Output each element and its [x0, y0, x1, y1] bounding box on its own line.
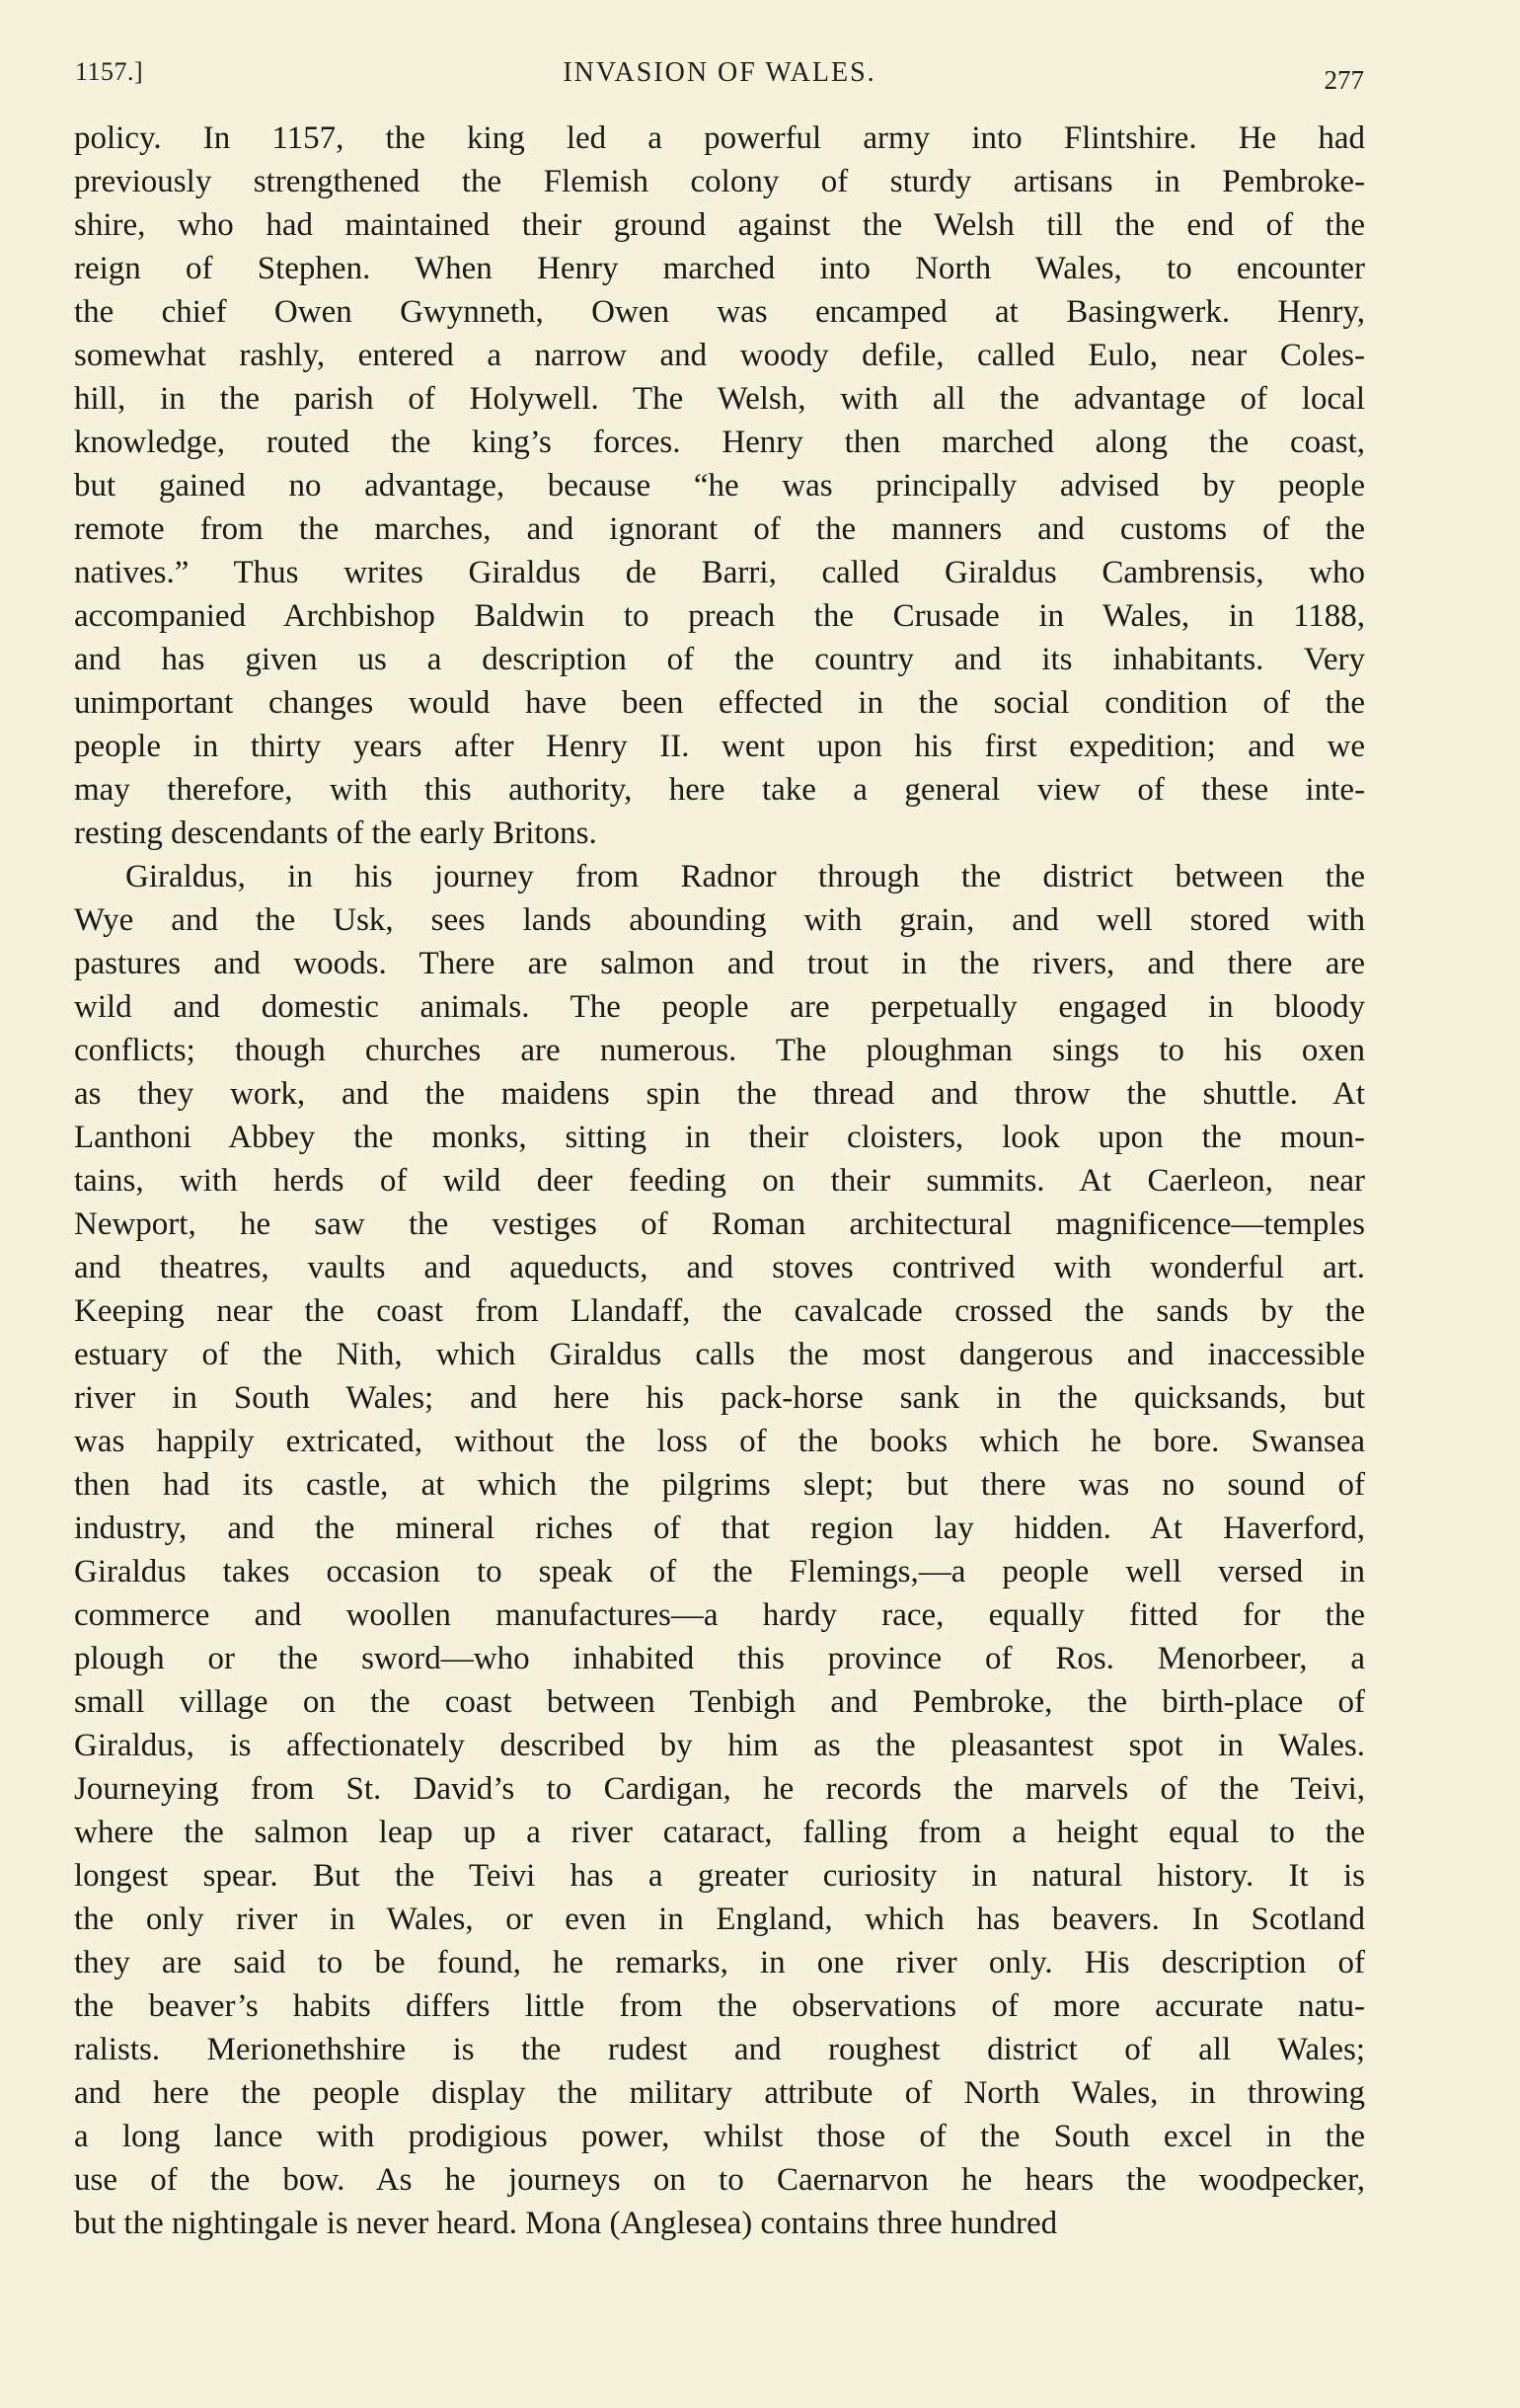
text-line: wild and domestic animals. The people are perpetually engaged in bloody — [74, 989, 1365, 1025]
text-line: ralists. Merionethshire is the rudest and roughest district of all Wales; — [74, 2032, 1365, 2067]
text-line: the chief Owen Gwynneth, Owen was encamped at Basingwerk. Henry, — [74, 294, 1365, 330]
paragraph — [74, 117, 1365, 855]
text-line: and here the people display the military attribute of North Wales, in throwing — [74, 2075, 1365, 2111]
text-line: natives.” Thus writes Giraldus de Barri, called Giraldus Cambrensis, who — [74, 555, 1365, 590]
text-line: conflicts; though churches are numerous. The ploughman sings to his oxen — [74, 1033, 1365, 1068]
text-line: commerce and woollen manufactures—a hardy race, equally fitted for the — [74, 1597, 1365, 1633]
text-line: was happily extricated, without the loss of the books which he bore. Swansea — [74, 1424, 1365, 1459]
text-line: Wye and the Usk, sees lands abounding with grain, and well stored with — [74, 902, 1365, 938]
text-line: unimportant changes would have been effected in the social condition of the — [74, 685, 1365, 721]
body-text — [74, 117, 1365, 2289]
text-line: Giraldus, in his journey from Radnor through the district between the — [125, 859, 1365, 894]
text-line: and theatres, vaults and aqueducts, and stoves contrived with wonderful art. — [74, 1250, 1365, 1285]
text-line: where the salmon leap up a river cataract, falling from a height equal to the — [74, 1815, 1365, 1850]
text-line: Giraldus, is affectionately described by him as the pleasantest spot in Wales. — [74, 1728, 1365, 1763]
text-line: people in thirty years after Henry II. went upon his first expedition; and we — [74, 729, 1365, 764]
text-line: but the nightingale is never heard. Mona (Anglesea) contains three hundred — [74, 2206, 1058, 2241]
text-line: Lanthoni Abbey the monks, sitting in their cloisters, look upon the moun- — [74, 1120, 1365, 1155]
text-line: policy. In 1157, the king led a powerful army into Flintshire. He had — [74, 120, 1365, 156]
text-line: industry, and the mineral riches of that region lay hidden. At Haverford, — [74, 1511, 1365, 1546]
text-line: the only river in Wales, or even in England, which has beavers. In Scotland — [74, 1902, 1365, 1937]
text-line: Giraldus takes occasion to speak of the Flemings,—a people well versed in — [74, 1554, 1365, 1590]
text-line: may therefore, with this authority, here take a general view of these inte- — [74, 772, 1365, 808]
text-line: Newport, he saw the vestiges of Roman architectural magnificence—temples — [74, 1206, 1365, 1242]
text-line: reign of Stephen. When Henry marched into North Wales, to encounter — [74, 251, 1365, 286]
header-year: 1157.] — [75, 57, 144, 86]
text-line: longest spear. But the Teivi has a greater curiosity in natural history. It is — [74, 1858, 1365, 1894]
text-line: but gained no advantage, because “he was principally advised by people — [74, 468, 1365, 504]
header-title: INVASION OF WALES. — [563, 57, 876, 88]
text-line: estuary of the Nith, which Giraldus calls the most dangerous and inaccessible — [74, 1337, 1365, 1372]
text-line: as they work, and the maidens spin the thread and throw the shuttle. At — [74, 1076, 1365, 1112]
text-line: resting descendants of the early Britons. — [74, 816, 597, 851]
text-line: remote from the marches, and ignorant of the manners and customs of the — [74, 511, 1365, 547]
text-line: tains, with herds of wild deer feeding on their summits. At Caerleon, near — [74, 1163, 1365, 1199]
text-line: a long lance with prodigious power, whilst those of the South excel in the — [74, 2119, 1365, 2154]
text-line: small village on the coast between Tenbigh and Pembroke, the birth-place of — [74, 1684, 1365, 1720]
text-line: shire, who had maintained their ground against the Welsh till the end of the — [74, 207, 1365, 243]
text-line: Journeying from St. David’s to Cardigan, he records the marvels of the Teivi, — [74, 1771, 1365, 1807]
text-line: pastures and woods. There are salmon and trout in the rivers, and there are — [74, 946, 1365, 981]
running-header — [75, 53, 1364, 103]
paragraph — [74, 855, 1365, 2245]
text-line: knowledge, routed the king’s forces. Henry then marched along the coast, — [74, 425, 1365, 460]
text-line: then had its castle, at which the pilgrims slept; but there was no sound of — [74, 1467, 1365, 1503]
page-number: 277 — [1324, 65, 1364, 95]
text-line: the beaver’s habits differs little from the observations of more accurate natu- — [74, 1988, 1365, 2024]
text-line: somewhat rashly, entered a narrow and woody defile, called Eulo, near Coles- — [74, 338, 1365, 373]
text-line: Keeping near the coast from Llandaff, the cavalcade crossed the sands by the — [74, 1293, 1365, 1329]
text-line: hill, in the parish of Holywell. The Welsh, with all the advantage of local — [74, 381, 1365, 417]
text-line: accompanied Archbishop Baldwin to preach the Crusade in Wales, in 1188, — [74, 598, 1365, 634]
text-line: previously strengthened the Flemish colony of sturdy artisans in Pembroke- — [74, 164, 1365, 199]
text-line: and has given us a description of the country and its inhabitants. Very — [74, 642, 1365, 677]
text-line: use of the bow. As he journeys on to Caernarvon he hears the woodpecker, — [74, 2162, 1365, 2198]
text-line: plough or the sword—who inhabited this province of Ros. Menorbeer, a — [74, 1641, 1365, 1676]
text-line: river in South Wales; and here his pack-horse sank in the quicksands, but — [74, 1380, 1365, 1416]
text-line: they are said to be found, he remarks, in one river only. His description of — [74, 1945, 1365, 1981]
